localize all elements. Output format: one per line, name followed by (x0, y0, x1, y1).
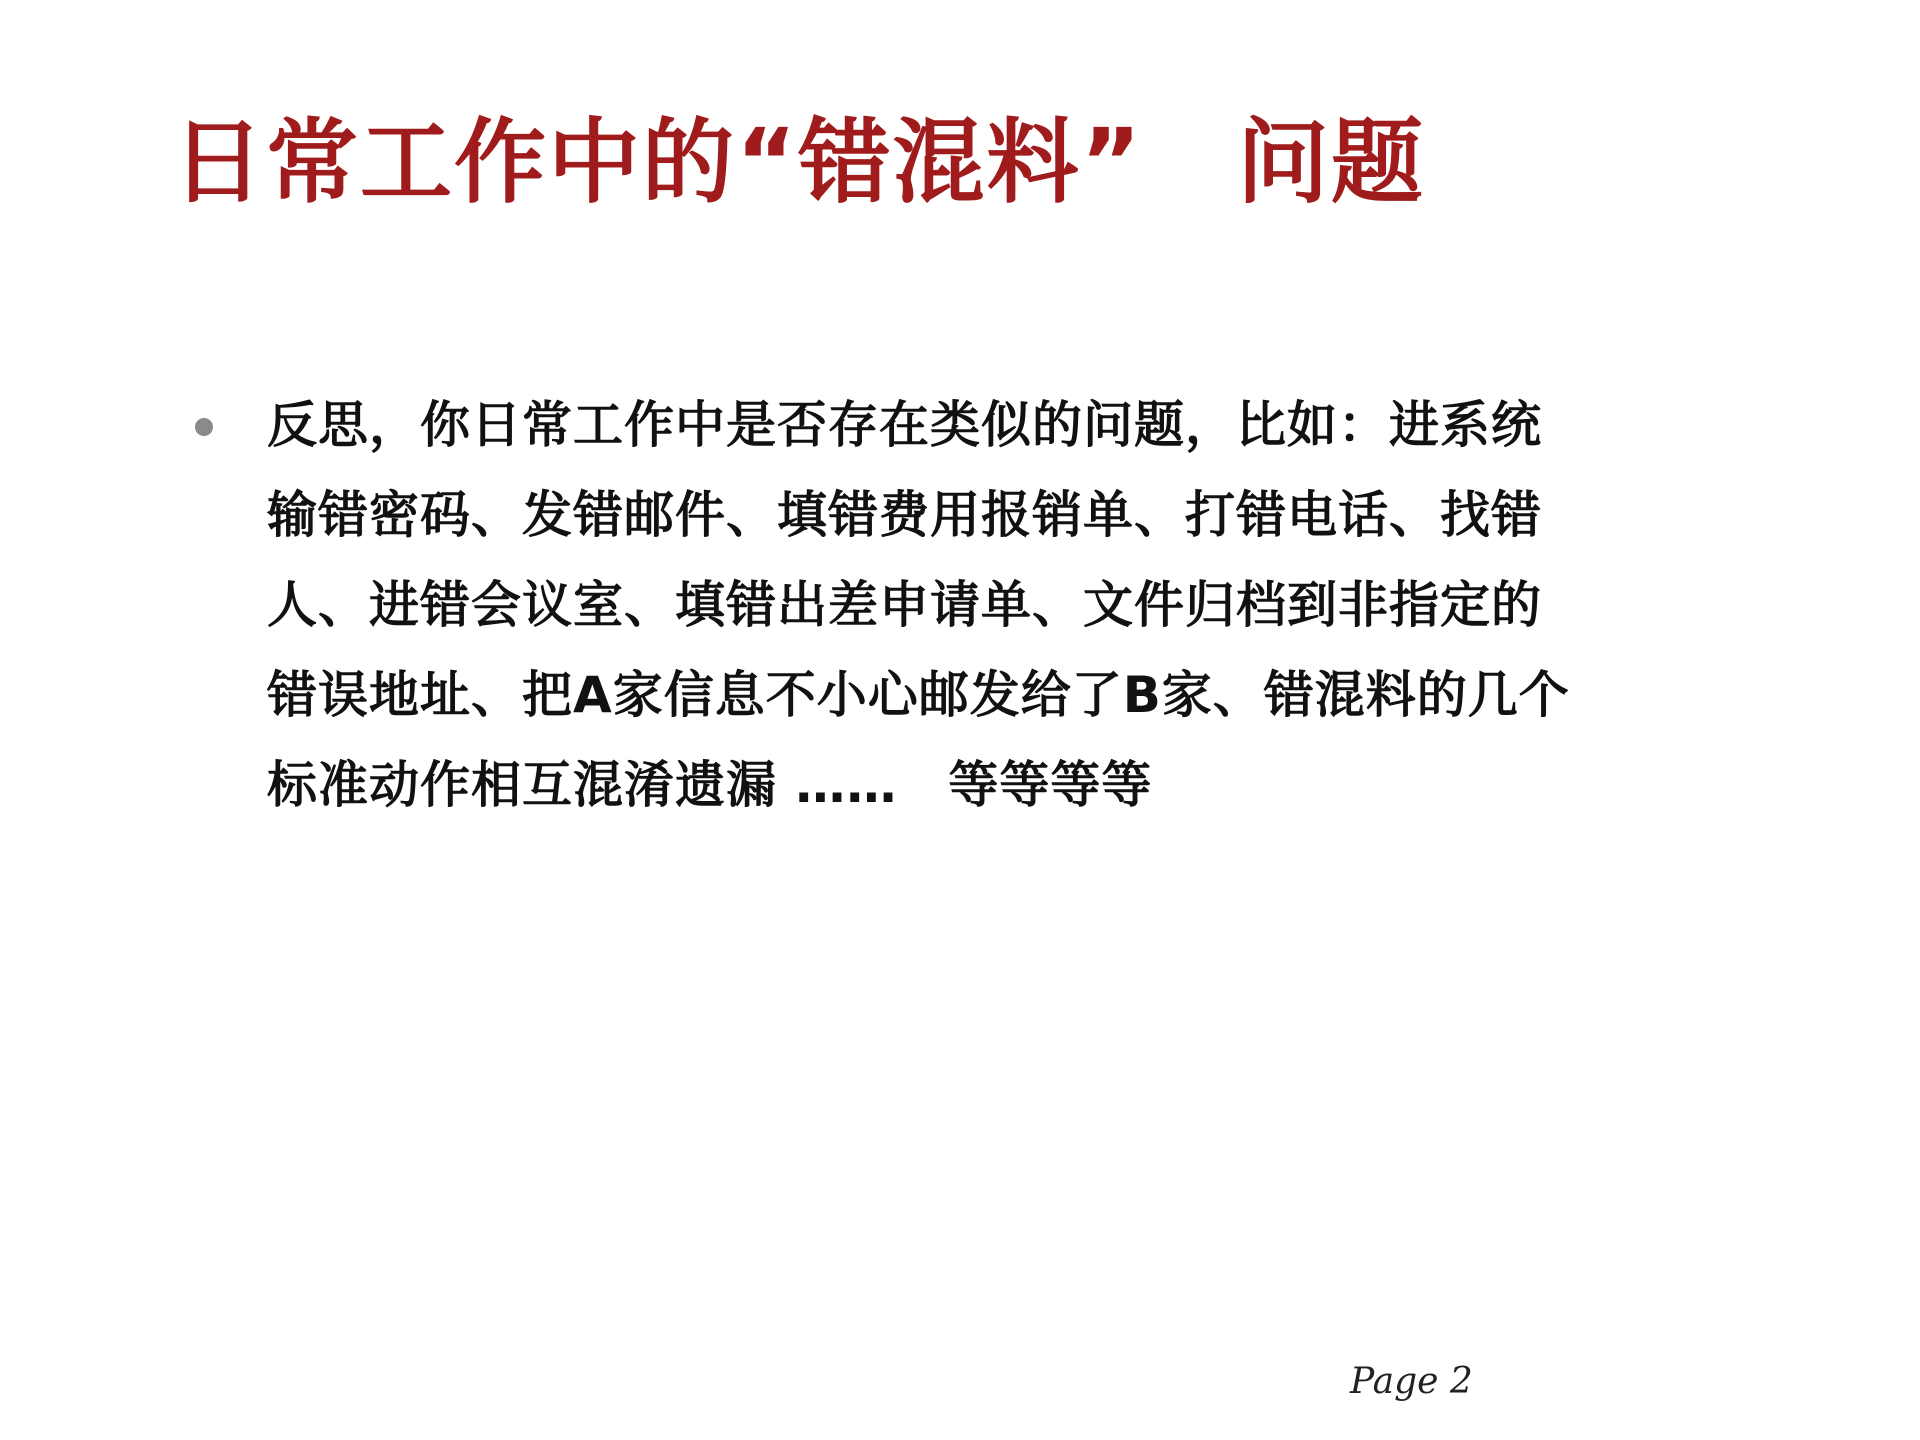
bullet-list (195, 380, 1655, 830)
slide-title: 日常工作中的“错混料” 问题 (172, 109, 1425, 216)
bullet-line-1: 反思，你日常工作中是否存在类似的问题，比如：进系统 (267, 396, 1542, 454)
bullet-dot-icon (195, 418, 213, 436)
bullet-line-4: 错误地址、把A家信息不小心邮发给了B家、错混料的几个 (267, 666, 1570, 724)
bullet-line-2: 输错密码、发错邮件、填错费用报销单、打错电话、找错 (267, 486, 1542, 544)
bullet-line-5: 标准动作相互混淆遗漏 …… 等等等等 (267, 756, 1153, 814)
page-number: Page 2 (1350, 1361, 1473, 1402)
bullet-item (195, 380, 1655, 830)
bullet-line-3: 人、进错会议室、填错出差申请单、文件归档到非指定的 (267, 576, 1542, 634)
